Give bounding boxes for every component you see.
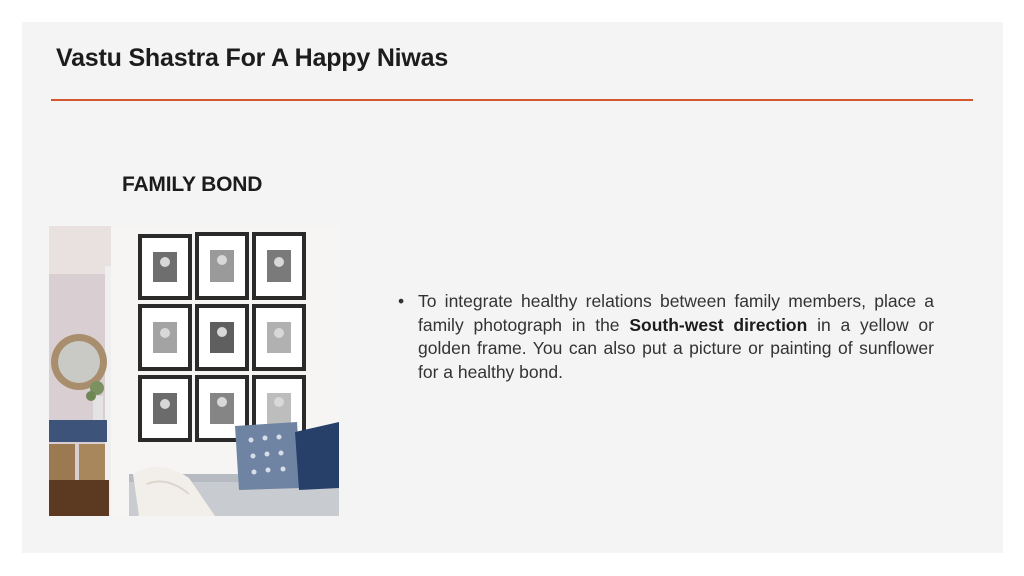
bullet-text-emphasis: South-west direction bbox=[629, 314, 808, 335]
title-divider bbox=[51, 99, 973, 101]
section-heading: FAMILY BOND bbox=[122, 173, 263, 196]
family-photo-wall-image bbox=[49, 226, 339, 516]
bullet-item bbox=[398, 290, 934, 384]
bullet-list bbox=[398, 290, 934, 384]
slide bbox=[22, 22, 1003, 553]
bullet-text-start: To integrate healthy relations between family members, place a family photograph in the bbox=[418, 291, 934, 335]
slide-title: Vastu Shastra For A Happy Niwas bbox=[56, 44, 449, 72]
bullet-text-end: in a yellow or golden frame. You can also put a picture or painting of sunflower for a healthy bond. bbox=[418, 314, 934, 382]
